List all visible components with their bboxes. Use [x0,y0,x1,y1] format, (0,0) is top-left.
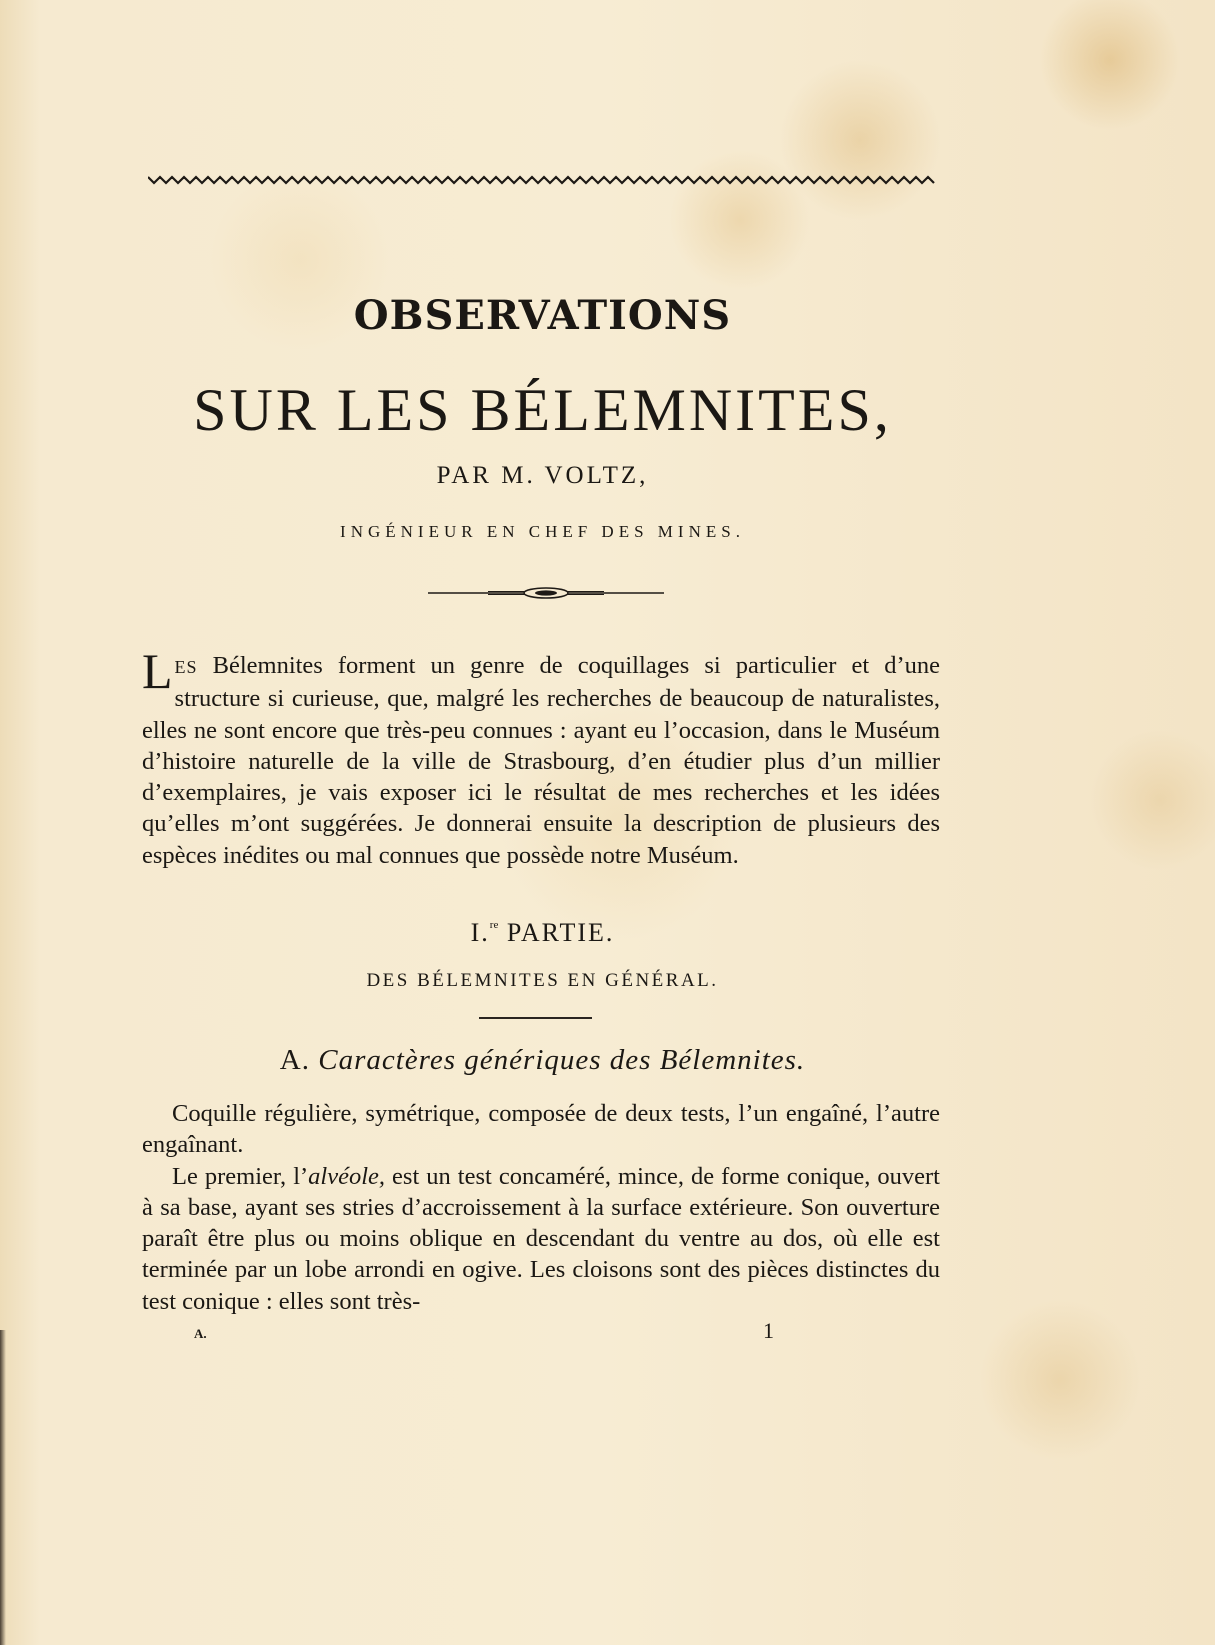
paragraph-1: Coquille régulière, symétrique, composée de deux tests, l’un engaîné, l’autre engaînant. [142,1100,940,1159]
page-number: 1 [763,1318,774,1343]
section-letter: A. [279,1044,310,1076]
title-line-2: SUR LES BÉLEMNITES, [193,377,892,443]
title-line-1: OBSERVATIONS [353,292,732,339]
part-subtitle: DES BÉLEMNITES EN GÉNÉRAL. [366,970,719,991]
ornamental-divider [428,586,664,600]
body-text [142,1098,940,1317]
author-title-line: INGÉNIEUR EN CHEF DES MINES. [340,522,745,541]
section-title: Caractères génériques des Bélemnites. [318,1044,806,1076]
signature-mark: A. [194,1326,207,1341]
paragraph-2-rest: est un test concaméré, mince, de forme conique, ouvert à sa base, ayant ses stries d’accroissement à la surface extérieure. Son ouverture paraît être plus ou moins oblique en descendant du ventre au dos, où elle est terminée par un lobe arrondi en ogive. Les cloisons sont des pièces distinctes du test conique : elles sont très- [142,1162,940,1315]
intro-small-caps: ES [174,657,198,677]
intro-paragraph [142,643,940,871]
part-number: I. [470,918,490,947]
intro-text: Bélemnites forment un genre de coquillages si particulier et d’une structure si curieuse, que, malgré les recherches de beaucoup de naturalistes, elles ne sont encore que très-peu connues : ayant eu l’occasion, dans le Muséum d’histoire naturelle de la ville de Strasbourg, d’en étudier plus d’un millier d’exemplaires, je vais exposer ici le résultat de mes recherches et les idées qu’elles m’ont suggérées. Je donnerai ensuite la description de plusieurs des espèces inédites ou mal connues que possède notre Muséum. [142,652,940,869]
author-line: PAR M. VOLTZ, [436,462,649,489]
paragraph-2-italic: alvéole, [308,1162,386,1190]
part-heading [0,918,1085,948]
paragraph-2 [142,1161,940,1317]
section-divider [479,1017,592,1019]
section-heading [0,1044,1085,1077]
part-label: PARTIE. [498,918,615,947]
part-superscript: re [489,919,499,931]
drop-cap: L [142,643,173,699]
decorative-wavy-rule [148,174,936,186]
paragraph-2-start: Le premier, l’ [172,1162,309,1190]
page-edge-shadow [0,1330,6,1645]
